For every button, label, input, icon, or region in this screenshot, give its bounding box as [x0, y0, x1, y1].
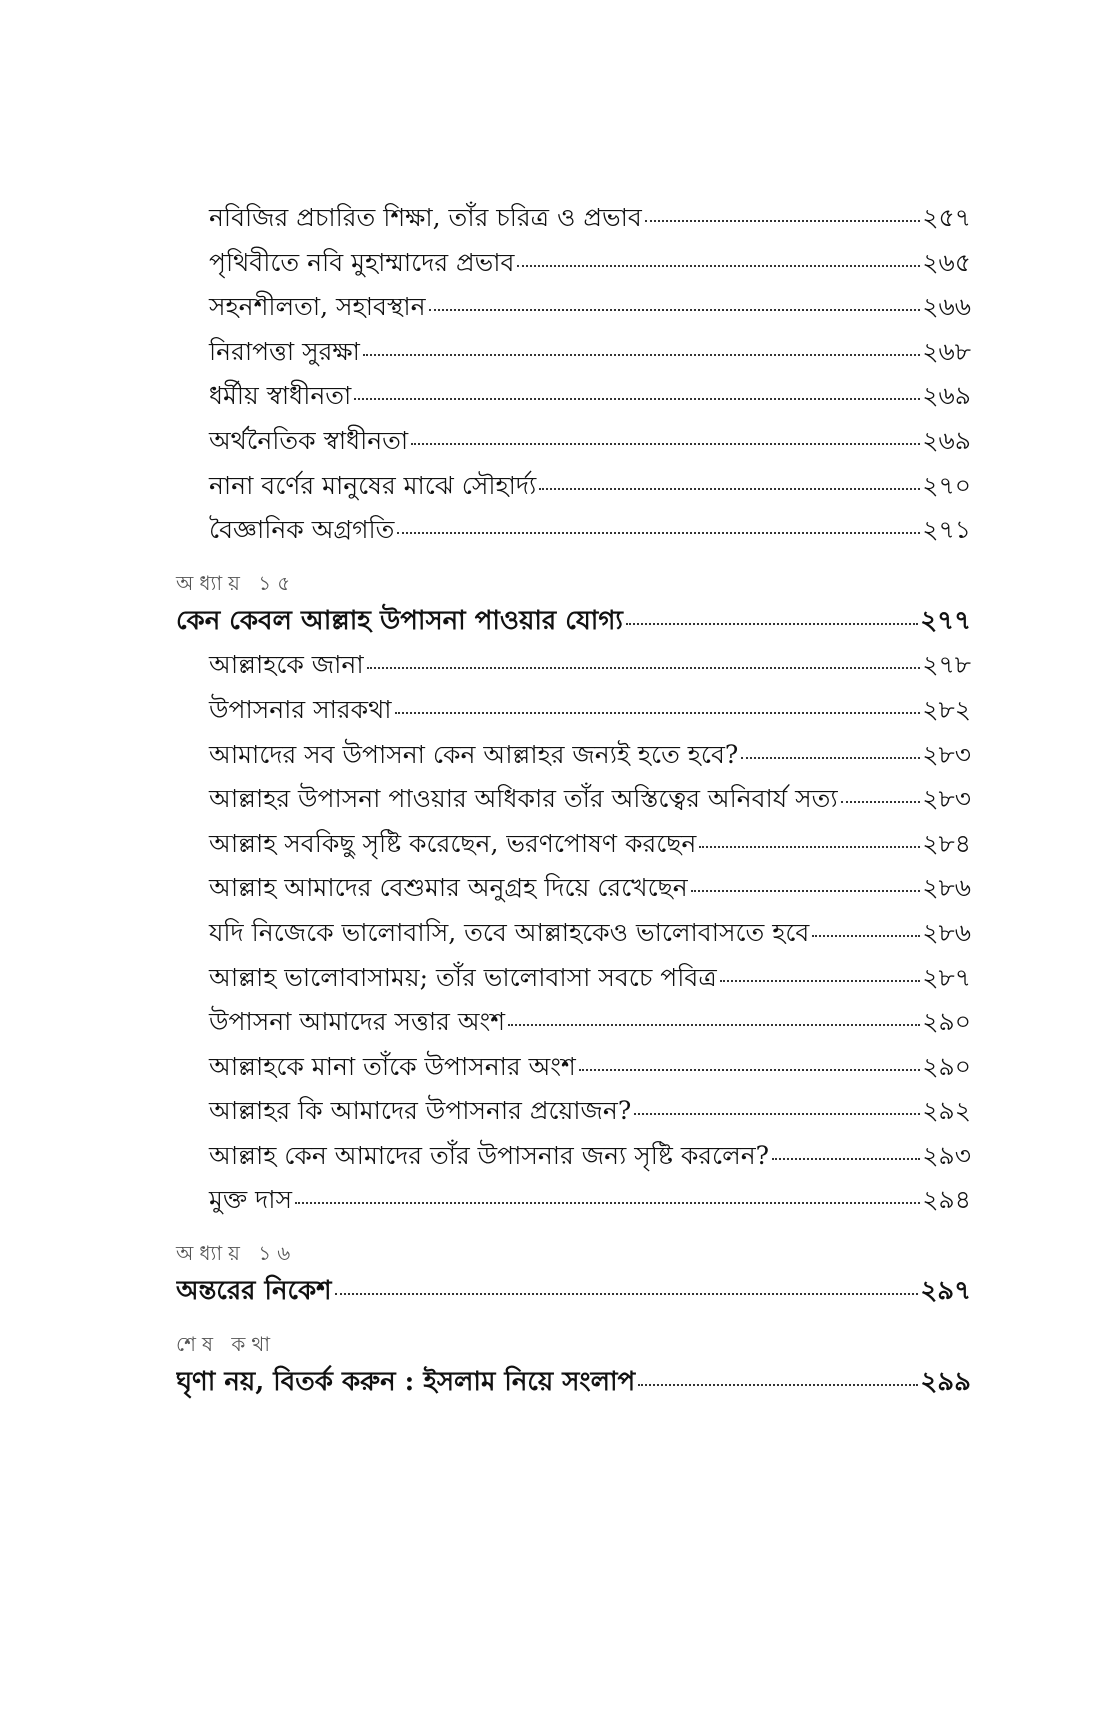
dot-leader: [812, 935, 920, 937]
toc-entry-title: নিরাপত্তা সুরক্ষা: [209, 336, 360, 366]
toc-entry-title: উপাসনার সারকথা: [209, 694, 392, 724]
epilogue-page: ২৯৯: [920, 1366, 971, 1397]
toc-entry-title: আল্লাহকে মানা তাঁকে উপাসনার অংশ: [209, 1051, 576, 1081]
toc-entry[interactable]: [176, 374, 971, 419]
dot-leader: [539, 488, 920, 490]
toc-entry[interactable]: [176, 1089, 971, 1134]
toc-entry-page: ২৯৩: [922, 1140, 971, 1170]
toc-entry-page: ২৬৫: [922, 247, 971, 277]
dot-leader: [517, 265, 920, 267]
toc-entry[interactable]: [176, 330, 971, 375]
toc-entry-page: ২৫৭: [922, 203, 971, 232]
toc-entry[interactable]: [176, 822, 971, 867]
toc-entry-page: ২৭১: [922, 515, 971, 545]
toc-entry-page: ২৬৮: [922, 336, 971, 366]
dot-leader: [508, 1024, 920, 1026]
toc-entry[interactable]: [176, 1134, 971, 1179]
dot-leader: [295, 1202, 920, 1204]
toc-entry-title: আল্লাহকে জানা: [209, 650, 364, 680]
toc-entry-page: ২৮৩: [922, 739, 971, 769]
dot-leader: [634, 1113, 920, 1115]
toc-entry-title: আল্লাহর কি আমাদের উপাসনার প্রয়োজন?: [209, 1096, 632, 1126]
toc-entry[interactable]: [176, 956, 971, 1001]
toc-entry[interactable]: [176, 733, 971, 778]
dot-leader: [772, 1158, 920, 1160]
toc-entry-title: আল্লাহর উপাসনা পাওয়ার অধিকার তাঁর অস্তিত্বের অনিবার্য সত্য: [209, 784, 838, 814]
dot-leader: [638, 1384, 918, 1386]
toc-entry[interactable]: [176, 688, 971, 733]
toc-entry-title: বৈজ্ঞানিক অগ্রগতি: [209, 515, 395, 545]
toc-entry-page: ২৯২: [922, 1096, 971, 1126]
chapter-heading[interactable]: [176, 599, 971, 644]
toc-entry-title: নবিজির প্রচারিত শিক্ষা, তাঁর চরিত্র ও প্রভাব: [209, 203, 642, 232]
toc-entry-page: ২৬৬: [922, 292, 971, 322]
chapter-label: অধ্যায় ১৫: [176, 570, 297, 595]
toc-entry-page: ২৯০: [922, 1007, 971, 1037]
toc-entry-page: ২৮৪: [922, 828, 971, 858]
toc-entry-page: ২৬৯: [922, 381, 971, 411]
toc-entry[interactable]: [176, 508, 971, 553]
epilogue-label: শেষ কথা: [176, 1331, 277, 1356]
toc-entry-title: সহনশীলতা, সহাবস্থান: [209, 292, 426, 322]
dot-leader: [363, 354, 920, 356]
dot-leader: [720, 980, 921, 982]
toc-entry[interactable]: [176, 241, 971, 286]
dot-leader: [354, 398, 920, 400]
dot-leader: [411, 443, 920, 445]
dot-leader: [397, 532, 920, 534]
toc-entry-page: ২৬৯: [922, 425, 971, 455]
dot-leader: [741, 757, 920, 759]
chapter-title: অন্তরের নিকেশ: [176, 1276, 332, 1307]
toc-entry-page: ২৮৩: [922, 784, 971, 814]
dot-leader: [645, 220, 920, 222]
toc-entry-page: ২৮২: [922, 694, 971, 724]
toc-entry-title: উপাসনা আমাদের সত্তার অংশ: [209, 1007, 506, 1037]
toc-entry-title: যদি নিজেকে ভালোবাসি, তবে আল্লাহকেও ভালোবাসতে হবে: [209, 917, 810, 947]
toc-entry[interactable]: [176, 1000, 971, 1045]
dot-leader: [367, 667, 921, 669]
toc-entry-page: ২৯০: [922, 1051, 971, 1081]
toc-entry-title: ধর্মীয় স্বাধীনতা: [209, 381, 352, 411]
dot-leader: [699, 846, 920, 848]
toc-entry-title: মুক্ত দাস: [209, 1185, 293, 1215]
chapter-heading[interactable]: [176, 1269, 971, 1314]
chapter-title: কেন কেবল আল্লাহ উপাসনা পাওয়ার যোগ্য: [176, 605, 623, 636]
toc-entry-page: ২৯৪: [922, 1185, 971, 1215]
toc-entry[interactable]: [176, 911, 971, 956]
toc-entry-page: ২৭০: [922, 470, 971, 500]
toc-entry-title: নানা বর্ণের মানুষের মাঝে সৌহার্দ্য: [209, 470, 537, 500]
toc-entry[interactable]: [176, 1045, 971, 1090]
dot-leader: [626, 623, 918, 625]
toc-entry-page: ২৮৬: [922, 917, 971, 947]
dot-leader: [579, 1069, 920, 1071]
toc-entry[interactable]: [176, 419, 971, 464]
toc-entry[interactable]: [176, 866, 971, 911]
toc-entry[interactable]: [176, 643, 971, 688]
toc-entry[interactable]: [176, 1178, 971, 1223]
chapter-page: ২৭৭: [920, 605, 971, 636]
toc-entry-title: পৃথিবীতে নবি মুহাম্মাদের প্রভাব: [209, 247, 515, 277]
toc-entry-title: আল্লাহ ভালোবাসাময়; তাঁর ভালোবাসা সবচে পবিত্র: [209, 962, 717, 992]
dot-leader: [691, 890, 921, 892]
epilogue-heading[interactable]: [176, 1360, 971, 1405]
toc-entry[interactable]: [176, 464, 971, 509]
table-of-contents: [176, 196, 971, 1404]
chapter-page: ২৯৭: [920, 1276, 971, 1307]
dot-leader: [335, 1293, 919, 1295]
dot-leader: [429, 309, 921, 311]
toc-entry[interactable]: [176, 196, 971, 241]
toc-entry-title: আল্লাহ আমাদের বেশুমার অনুগ্রহ দিয়ে রেখেছেন: [209, 873, 688, 903]
toc-entry[interactable]: [176, 285, 971, 330]
toc-entry-title: আমাদের সব উপাসনা কেন আল্লাহর জন্যই হতে হবে?: [209, 739, 739, 769]
toc-entry-title: অর্থনৈতিক স্বাধীনতা: [209, 425, 409, 455]
toc-entry-title: আল্লাহ কেন আমাদের তাঁর উপাসনার জন্য সৃষ্টি করলেন?: [209, 1140, 770, 1170]
toc-entry[interactable]: [176, 777, 971, 822]
toc-entry-page: ২৮৬: [922, 873, 971, 903]
chapter-label: অধ্যায় ১৬: [176, 1241, 297, 1266]
dot-leader: [395, 712, 921, 714]
toc-entry-page: ২৭৮: [922, 650, 971, 680]
toc-entry-title: আল্লাহ সবকিছু সৃষ্টি করেছেন, ভরণপোষণ করছেন: [209, 828, 697, 858]
epilogue-title: ঘৃণা নয়, বিতর্ক করুন : ইসলাম নিয়ে সংলাপ: [176, 1366, 636, 1397]
toc-entry-page: ২৮৭: [922, 962, 971, 992]
dot-leader: [841, 801, 921, 803]
